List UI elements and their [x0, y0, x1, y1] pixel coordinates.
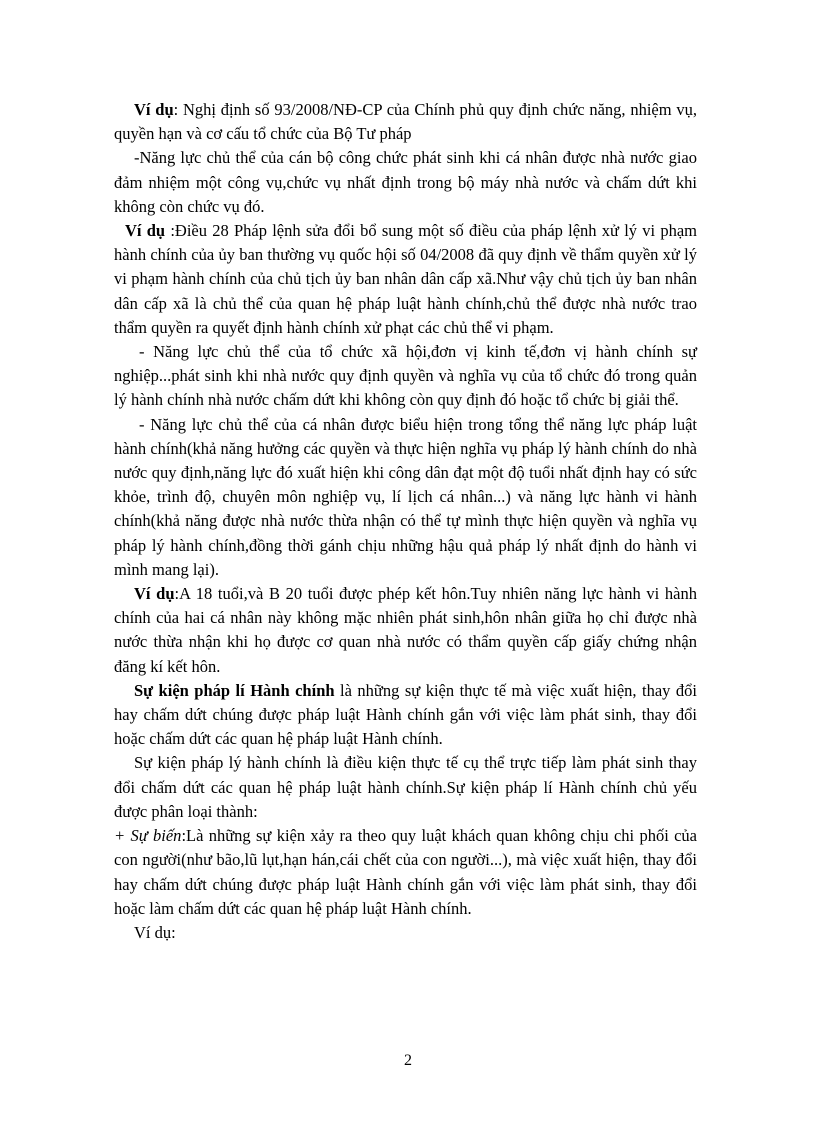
paragraph-legal-event-definition — [114, 679, 697, 752]
paragraph-legal-event-classification — [114, 751, 697, 824]
paragraph-label: Ví dụ — [134, 584, 175, 604]
paragraph-label: Sự kiện pháp lí Hành chính — [134, 680, 335, 700]
paragraph-individual-capacity — [114, 413, 697, 582]
paragraph-text: :Là những sự kiện xảy ra theo quy luật khách quan không chịu chi phối của con người(như bão,lũ lụt,hạn hán,cái chết của con người...), mà việc xuất hiện, thay đổi hay chấm dứt chúng được pháp luật Hành chính gắn với việc làm phát sinh, thay đổi hoặc làm chấm dứt các quan hệ pháp luật Hành chính. — [114, 826, 697, 918]
paragraph-example-trailing — [114, 921, 697, 945]
paragraph-officials-capacity — [114, 146, 697, 219]
paragraph-example-article-28 — [114, 219, 697, 340]
paragraph-label: Ví dụ — [125, 221, 166, 241]
document-body — [114, 98, 697, 945]
paragraph-text: là những sự kiện thực tế mà việc xuất hiện, thay đổi hay chấm dứt chúng được pháp luật Hành chính gắn với việc làm phát sinh, thay đổi hoặc chấm dứt các quan hệ pháp luật Hành chính. — [114, 680, 697, 749]
paragraph-example-marriage — [114, 582, 697, 679]
paragraph-text: :Điều 28 Pháp lệnh sửa đổi bổ sung một số điều của pháp lệnh xử lý vi phạm hành chính của ủy ban thường vụ quốc hội số 04/2008 đã quy định về thẩm quyền xử lý vi phạm hành chính của chủ tịch ủy ban nhân dân cấp xã.Như vậy chủ tịch ủy ban nhân dân cấp xã là chủ thể của quan hệ pháp luật hành chính,chủ thể được nhà nước trao thẩm quyền ra quyết định hành chính xử phạt các chủ thể vi phạm. — [114, 221, 697, 337]
paragraph-label: Ví dụ — [134, 100, 174, 119]
paragraph-natural-event — [114, 824, 697, 921]
paragraph-text: -Năng lực chủ thể của cán bộ công chức phát sinh khi cá nhân được nhà nước giao đảm nhiệm một công vụ,chức vụ nhất định trong bộ máy nhà nước và chấm dứt khi không còn chức vụ đó. — [114, 148, 697, 216]
paragraph-example-decree — [114, 98, 697, 146]
page-number: 2 — [404, 1052, 412, 1069]
paragraph-text: - Năng lực chủ thể của cá nhân được biểu hiện trong tổng thể năng lực pháp luật hành chính(khả năng hưởng các quyền và thực hiện nghĩa vụ pháp lý hành chính do nhà nước quy định,năng lực đó xuất hiện khi công dân đạt một độ tuổi nhất định hay có sức khỏe, trình độ, chuyên môn nghiệp vụ, lí lịch cá nhân...) và năng lực hành vi hành chính(khả năng được nhà nước thừa nhận có thể tự mình thực hiện quyền và nghĩa vụ pháp lý hành chính,đồng thời gánh chịu những hậu quả pháp lý nhất định do hành vi mình mang lại). — [114, 414, 697, 579]
paragraph-text: - Năng lực chủ thể của tổ chức xã hội,đơn vị kinh tế,đơn vị hành chính sự nghiệp...phát sinh khi nhà nước quy định quyền và nghĩa vụ của tổ chức đó trong quản lý hành chính nhà nước chấm dứt khi không còn quy định đó hoặc tổ chức bị giải thể. — [114, 342, 697, 410]
paragraph-text: : Nghị định số 93/2008/NĐ-CP của Chính phủ quy định chức năng, nhiệm vụ, quyền hạn và cơ cấu tổ chức của Bộ Tư pháp — [114, 100, 697, 144]
paragraph-italic-label: + Sự biến — [114, 826, 182, 846]
paragraph-text: :A 18 tuổi,và B 20 tuổi được phép kết hôn.Tuy nhiên năng lực hành vi hành chính của hai cá nhân này không mặc nhiên phát sinh,hôn nhân giữa họ chỉ được nhà nước thừa nhận khi họ được cơ quan nhà nước có thẩm quyền cấp giấy chứng nhận đăng kí kết hôn. — [114, 584, 697, 676]
paragraph-text: Sự kiện pháp lý hành chính là điều kiện thực tế cụ thể trực tiếp làm phát sinh thay đổi chấm dứt các quan hệ pháp luật hành chính.Sự kiện pháp lí Hành chính chủ yếu được phân loại thành: — [114, 753, 697, 821]
paragraph-organization-capacity — [114, 340, 697, 413]
paragraph-text: Ví dụ: — [134, 922, 176, 942]
